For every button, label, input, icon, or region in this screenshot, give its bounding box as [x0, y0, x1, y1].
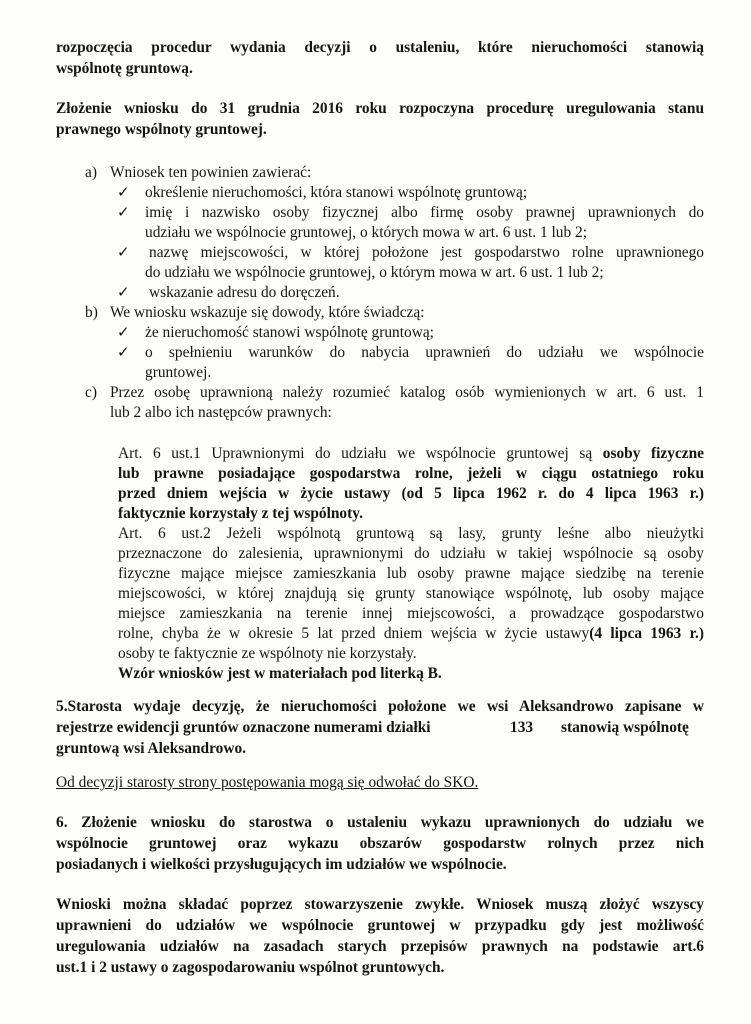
heading-deadline-line-1: Złożenie wniosku do 31 grudnia 2016 roku rozpoczyna procedurę uregulowania stanu	[56, 100, 704, 117]
art6-ust1-line-1-bold: osoby fizyczne	[602, 445, 705, 462]
art6-ust2-line-5: miejsce zamieszkania na terenie innej miejscowości, a prowadzące gospodarstwo	[118, 605, 704, 622]
section-5-line-2b: stanowią wspólnotę	[561, 719, 689, 736]
list-c-line-2: lub 2 albo ich następców prawnych:	[110, 404, 332, 421]
section-5-line-1: 5.Starosta wydaje decyzję, że nieruchomości położone we wsi Aleksandrowo zapisane w	[56, 698, 704, 715]
section-5-line-3: gruntową wsi Aleksandrowo.	[56, 740, 246, 757]
final-line-4: ust.1 i 2 ustawy o zagospodarowaniu wspólnot gruntowych.	[56, 959, 445, 976]
check-icon: ✓	[117, 345, 130, 361]
list-marker-c: c)	[85, 384, 97, 401]
list-a-item-2-line-1: imię i nazwisko osoby fizycznej albo firmę osoby prawnej uprawnionych do	[145, 204, 704, 221]
list-b-item-2-line-2: gruntowej.	[145, 364, 212, 381]
list-a-item-3-line-2: do udziału we wspólnocie gruntowej, o którym mowa w art. 6 ust. 1 lub 2;	[145, 264, 604, 281]
list-b-item-1: że nieruchomość stanowi wspólnotę gruntową;	[145, 324, 434, 341]
list-a-item-4: wskazanie adresu do doręczeń.	[149, 284, 340, 301]
list-c-line-1: Przez osobę uprawnioną należy rozumieć katalog osób wymienionych w art. 6 ust. 1	[110, 384, 704, 401]
check-icon: ✓	[117, 325, 130, 341]
art6-ust1-line-1	[118, 444, 704, 464]
section-5-line-2a: rejestrze ewidencji gruntów oznaczone numerami działki	[56, 719, 431, 736]
check-icon: ✓	[117, 245, 130, 261]
list-a-text: Wniosek ten powinien zawierać:	[110, 164, 312, 181]
final-line-3: uregulowania udziałów na zasadach starych przepisów prawnych na podstawie art.6	[56, 938, 704, 955]
section-6-line-2: wspólnocie gruntowej oraz wykazu obszarów gospodarstw rolnych przez nich	[56, 835, 704, 852]
section-6-line-3: posiadanych i wielkości przysługujących im udziałów we wspólnocie.	[56, 856, 507, 873]
art6-ust2-line-2: przeznaczone do zalesienia, uprawnionymi do udziału w takiej wspólnocie są osoby	[118, 545, 704, 562]
list-a-item-2-line-2: udziału we wspólnocie gruntowej, o których mowa w art. 6 ust. 1 lub 2;	[145, 224, 587, 241]
art6-ust1-line-3: przed dniem wejścia w życie ustawy (od 5 lipca 1962 r. do 4 lipca 1963 r.)	[118, 485, 704, 502]
list-marker-b: b)	[85, 304, 98, 321]
final-line-2: uprawnieni do udziałów we wspólnocie gruntowej w przypadku gdy jest możliwość	[56, 917, 704, 934]
heading-deadline-line-2: prawnego wspólnoty gruntowej.	[56, 121, 267, 138]
list-b-text: We wniosku wskazuje się dowody, które świadczą:	[110, 304, 425, 321]
check-icon: ✓	[117, 185, 130, 201]
art6-ust1-line-1-normal: Art. 6 ust.1 Uprawnionymi do udziału we wspólnocie gruntowej są	[118, 445, 603, 462]
art6-ust2-line-1: Art. 6 ust.2 Jeżeli wspólnotą gruntową są lasy, grunty leśne albo nieużytki	[118, 525, 704, 542]
art6-ust2-line-3: fizyczne mające miejsce zamieszkania lub osoby prawne mające siedzibę na terenie	[118, 565, 704, 582]
art6-ust2-line-6-bold: (4 lipca 1963 r.)	[589, 625, 704, 642]
art6-ust2-line-6	[118, 624, 704, 644]
list-a-item-1: określenie nieruchomości, która stanowi wspólnotę gruntową;	[145, 184, 528, 201]
check-icon: ✓	[117, 285, 130, 301]
list-marker-a: a)	[85, 164, 97, 181]
section-6-line-1: 6. Złożenie wniosku do starostwa o ustaleniu wykazu uprawnionych do udziału we	[56, 814, 704, 831]
section-5-parcel-number: 133	[510, 719, 534, 736]
appeal-note: Od decyzji starosty strony postępowania mogą się odwołać do SKO.	[56, 774, 479, 791]
intro-line-2: wspólnotę gruntową.	[56, 60, 193, 77]
forms-note: Wzór wniosków jest w materiałach pod literką B.	[118, 665, 442, 682]
list-a-item-3-line-1: nazwę miejscowości, w której położone jest gospodarstwo rolne uprawnionego	[149, 244, 704, 261]
art6-ust1-line-4: faktycznie korzystały z tej wspólnoty.	[118, 505, 363, 522]
art6-ust2-line-7: osoby te faktycznie ze wspólnoty nie korzystały.	[118, 645, 417, 662]
intro-line-1: rozpoczęcia procedur wydania decyzji o ustaleniu, które nieruchomości stanowią	[56, 39, 704, 56]
art6-ust2-line-4: miejscowości, w której znajdują się grunty stanowiące wspólnotę, lub osoby mające	[118, 585, 704, 602]
list-b-item-2-line-1: o spełnieniu warunków do nabycia uprawnień do udziału we wspólnocie	[145, 344, 704, 361]
art6-ust2-line-6-normal: rolne, chyba że w okresie 5 lat przed dniem wejścia w życie ustawy	[118, 625, 590, 642]
final-line-1: Wnioski można składać poprzez stowarzyszenie zwykłe. Wniosek muszą złożyć wszyscy	[56, 896, 704, 913]
art6-ust1-line-2: lub prawne posiadające gospodarstwa rolne, jeżeli w ciągu ostatniego roku	[118, 465, 704, 482]
check-icon: ✓	[117, 205, 130, 221]
